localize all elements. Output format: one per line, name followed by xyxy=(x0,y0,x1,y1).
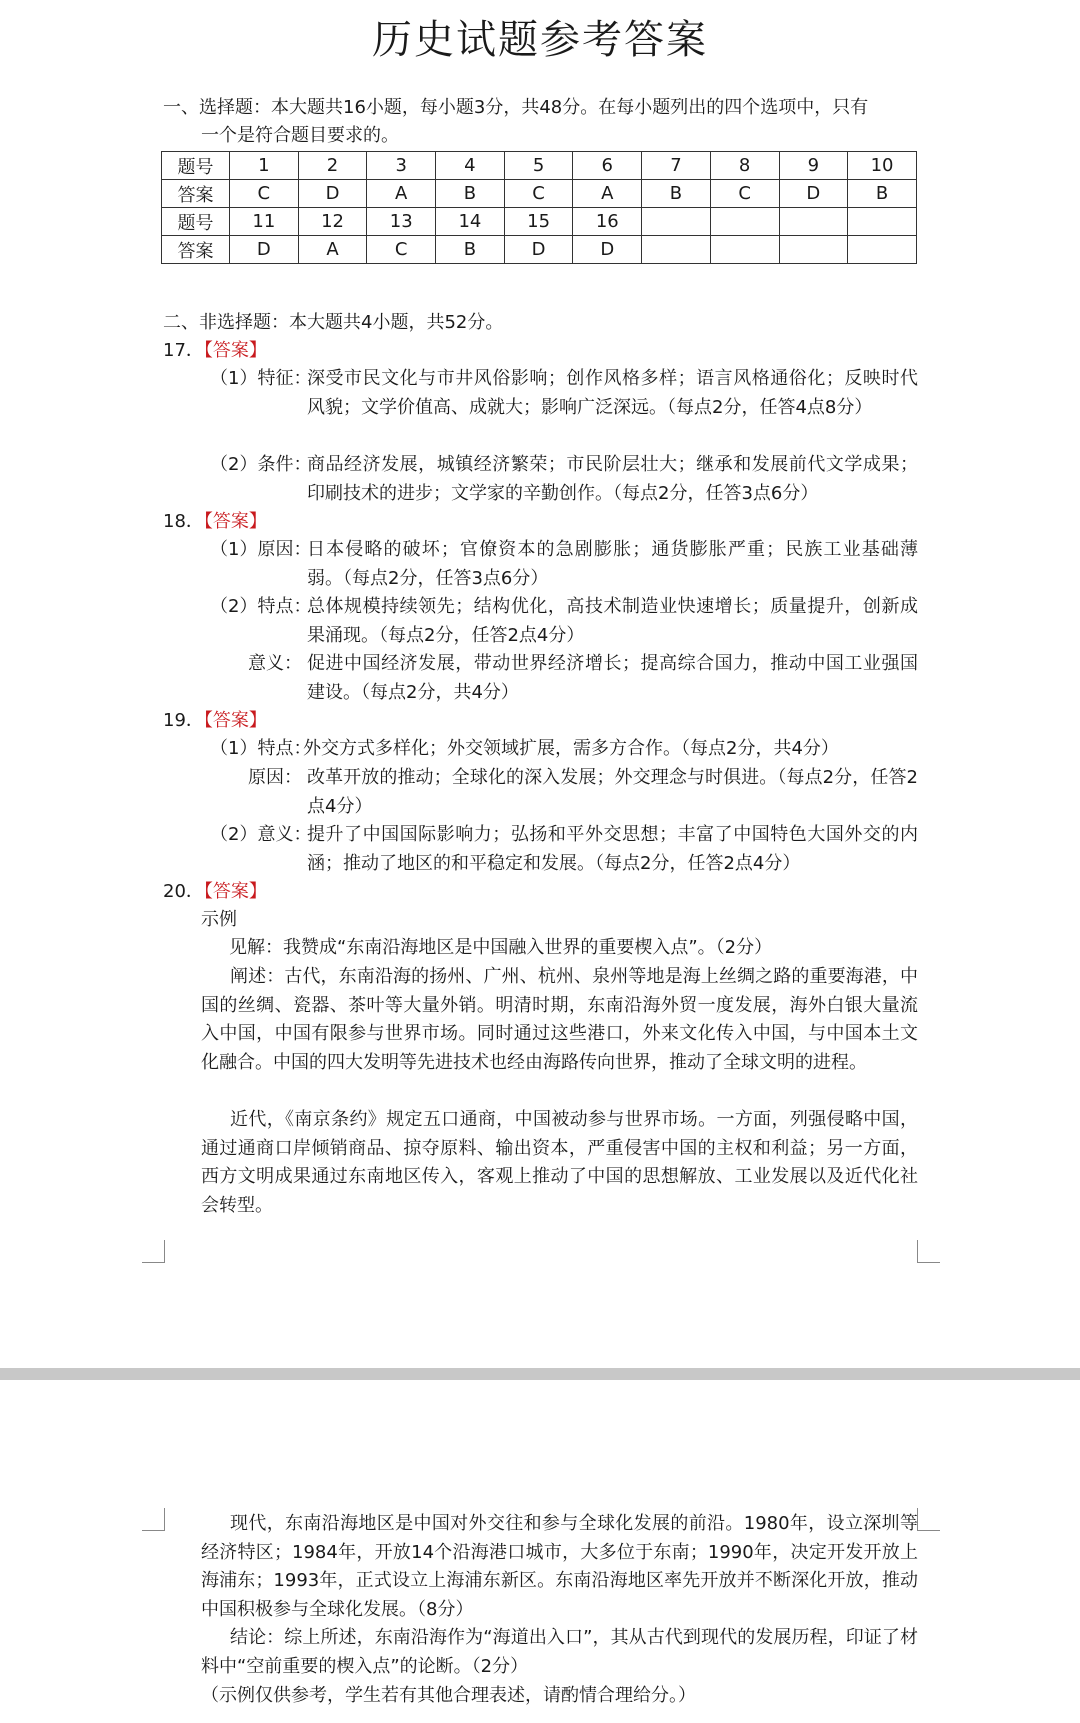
section2-heading: 二、非选择题：本大题共4小题，共52分。 xyxy=(163,312,504,333)
table-cell xyxy=(642,236,711,264)
table-cell: D xyxy=(298,180,367,208)
q20-para-modern: 近代，《南京条约》规定五口通商，中国被动参与世界市场。一方面，列强侵略中国，通过通商口岸倾销商品、掠夺原料、输出资本，严重侵害中国的主权和利益；另一方面，西方文明成果通过东南地区传入，客观上推动了中国的思想解放、工业发展以及近代化社会转型。 xyxy=(201,1109,918,1216)
answer-tag: 【答案】 xyxy=(203,710,267,731)
answer-table xyxy=(161,151,917,264)
q20-para-ancient: 阐述：古代，东南沿海的扬州、广州、杭州、泉州等地是海上丝绸之路的重要海港，中国的丝绸、瓷器、茶叶等大量外销。明清时期，东南沿海外贸一度发展，海外白银大量流入中国，中国有限参与世界市场。同时通过这些港口，外来文化传入中国，与中国本土文化融合。中国的四大发明等先进技术也经由海路传向世界，推动了全球文明的进程。 xyxy=(201,966,918,1073)
table-cell: B xyxy=(436,180,505,208)
table-row xyxy=(162,236,917,264)
table-cell: D xyxy=(230,236,299,264)
page-separator xyxy=(0,1368,1080,1380)
table-cell xyxy=(848,208,917,236)
q20-conclusion: 结论：综上所述，东南沿海作为“海道出入口”，其从古代到现代的发展历程，印证了材料中“空前重要的楔入点”的论断。（2分） xyxy=(201,1627,918,1677)
table-cell xyxy=(848,236,917,264)
q18-part2-text: 总体规模持续领先；结构优化，高技术制造业快速增长；质量提升，创新成果涌现。（每点2分，任答2点4分） xyxy=(307,596,918,646)
question-number: 18． xyxy=(163,511,204,532)
table-cell: A xyxy=(367,180,436,208)
table-cell: 11 xyxy=(230,208,299,236)
table-row xyxy=(162,152,917,180)
answer-tag: 【答案】 xyxy=(203,511,267,532)
table-cell xyxy=(779,236,848,264)
crop-mark xyxy=(917,1240,940,1263)
q17-part1-text: 深受市民文化与市井风俗影响；创作风格多样；语言风格通俗化；反映时代风貌；文学价值高、成就大；影响广泛深远。（每点2分，任答4点8分） xyxy=(307,368,918,418)
table-cell: D xyxy=(504,236,573,264)
q18-part1-text: 日本侵略的破坏；官僚资本的急剧膨胀；通货膨胀严重；民族工业基础薄弱。（每点2分，任答3点6分） xyxy=(307,539,918,589)
table-cell: 14 xyxy=(436,208,505,236)
q18-part3-label: 意义： xyxy=(248,653,302,674)
table-cell xyxy=(710,236,779,264)
q19-part3-text: 提升了中国国际影响力；弘扬和平外交思想；丰富了中国特色大国外交的内涵；推动了地区的和平稳定和发展。（每点2分，任答2点4分） xyxy=(307,824,918,874)
page-title: 历史试题参考答案 xyxy=(372,17,708,63)
question-number: 20． xyxy=(163,881,204,902)
q17-part2-text: 商品经济发展，城镇经济繁荣；市民阶层壮大；继承和发展前代文学成果；印刷技术的进步；文学家的辛勤创作。（每点2分，任答3点6分） xyxy=(307,454,918,504)
table-row xyxy=(162,180,917,208)
table-cell: A xyxy=(298,236,367,264)
table-cell: 3 xyxy=(367,152,436,180)
table-cell xyxy=(710,208,779,236)
q19-part1-text: 外交方式多样化；外交领域扩展，需多方合作。（每点2分，共4分） xyxy=(303,738,839,759)
q18-part2-label: （2）特点： xyxy=(210,596,312,617)
table-cell: 1 xyxy=(230,152,299,180)
q17-part2-label: （2）条件： xyxy=(210,454,312,475)
question-17-heading xyxy=(163,337,267,365)
table-cell: 题号 xyxy=(162,152,230,180)
table-cell: 答案 xyxy=(162,180,230,208)
question-19-heading xyxy=(163,707,267,735)
crop-mark xyxy=(917,1508,940,1531)
table-cell: 12 xyxy=(298,208,367,236)
answer-tag: 【答案】 xyxy=(203,881,267,902)
table-cell: 10 xyxy=(848,152,917,180)
table-cell: D xyxy=(573,236,642,264)
crop-mark xyxy=(142,1240,165,1263)
table-cell: A xyxy=(573,180,642,208)
section1-heading: 一、选择题：本大题共16小题，每小题3分，共48分。在每小题列出的四个选项中，只有 xyxy=(163,97,869,118)
table-cell: 16 xyxy=(573,208,642,236)
q19-part2-text: 改革开放的推动；全球化的深入发展；外交理念与时俱进。（每点2分，任答2点4分） xyxy=(307,767,918,817)
table-cell: 9 xyxy=(779,152,848,180)
table-cell: C xyxy=(230,180,299,208)
table-cell: 答案 xyxy=(162,236,230,264)
table-cell: 6 xyxy=(573,152,642,180)
table-cell: B xyxy=(848,180,917,208)
q19-part1-label: （1）特点： xyxy=(210,738,312,759)
table-cell xyxy=(779,208,848,236)
q18-part1-label: （1）原因： xyxy=(210,539,312,560)
q20-note: （示例仅供参考，学生若有其他合理表述，请酌情合理给分。） xyxy=(201,1685,696,1706)
table-cell: B xyxy=(642,180,711,208)
table-cell: 8 xyxy=(710,152,779,180)
question-20-heading xyxy=(163,878,267,906)
table-cell: 5 xyxy=(504,152,573,180)
q20-example-label: 示例 xyxy=(201,909,237,930)
q20-para-contemporary: 现代，东南沿海地区是中国对外交往和参与全球化发展的前沿。1980年，设立深圳等经济特区；1984年，开放14个沿海港口城市，大多位于东南；1990年，决定开发开放上海浦东；1993年，正式设立上海浦东新区。东南沿海地区率先开放并不断深化开放，推动中国积极参与全球化发展。（8分） xyxy=(201,1513,918,1620)
section1-heading-cont: 一个是符合题目要求的。 xyxy=(201,125,399,146)
table-cell: 13 xyxy=(367,208,436,236)
table-cell: 7 xyxy=(642,152,711,180)
table-cell xyxy=(642,208,711,236)
question-18-heading xyxy=(163,508,267,536)
table-row xyxy=(162,208,917,236)
table-cell: 2 xyxy=(298,152,367,180)
q20-view: 见解：我赞成“东南沿海地区是中国融入世界的重要楔入点”。（2分） xyxy=(229,937,773,958)
q19-part2-label: 原因： xyxy=(248,767,302,788)
table-cell: B xyxy=(436,236,505,264)
q17-part1-label: （1）特征： xyxy=(210,368,312,389)
table-cell: 4 xyxy=(436,152,505,180)
table-cell: C xyxy=(710,180,779,208)
table-cell: D xyxy=(779,180,848,208)
table-cell: 题号 xyxy=(162,208,230,236)
table-cell: C xyxy=(367,236,436,264)
q18-part3-text: 促进中国经济发展，带动世界经济增长；提高综合国力，推动中国工业强国建设。（每点2分，共4分） xyxy=(307,653,918,703)
answer-tag: 【答案】 xyxy=(203,340,267,361)
crop-mark xyxy=(142,1508,165,1531)
table-cell: C xyxy=(504,180,573,208)
document-page-2 xyxy=(0,1380,1080,1723)
question-number: 17． xyxy=(163,340,204,361)
q19-part3-label: （2）意义： xyxy=(210,824,312,845)
table-cell: 15 xyxy=(504,208,573,236)
question-number: 19． xyxy=(163,710,204,731)
